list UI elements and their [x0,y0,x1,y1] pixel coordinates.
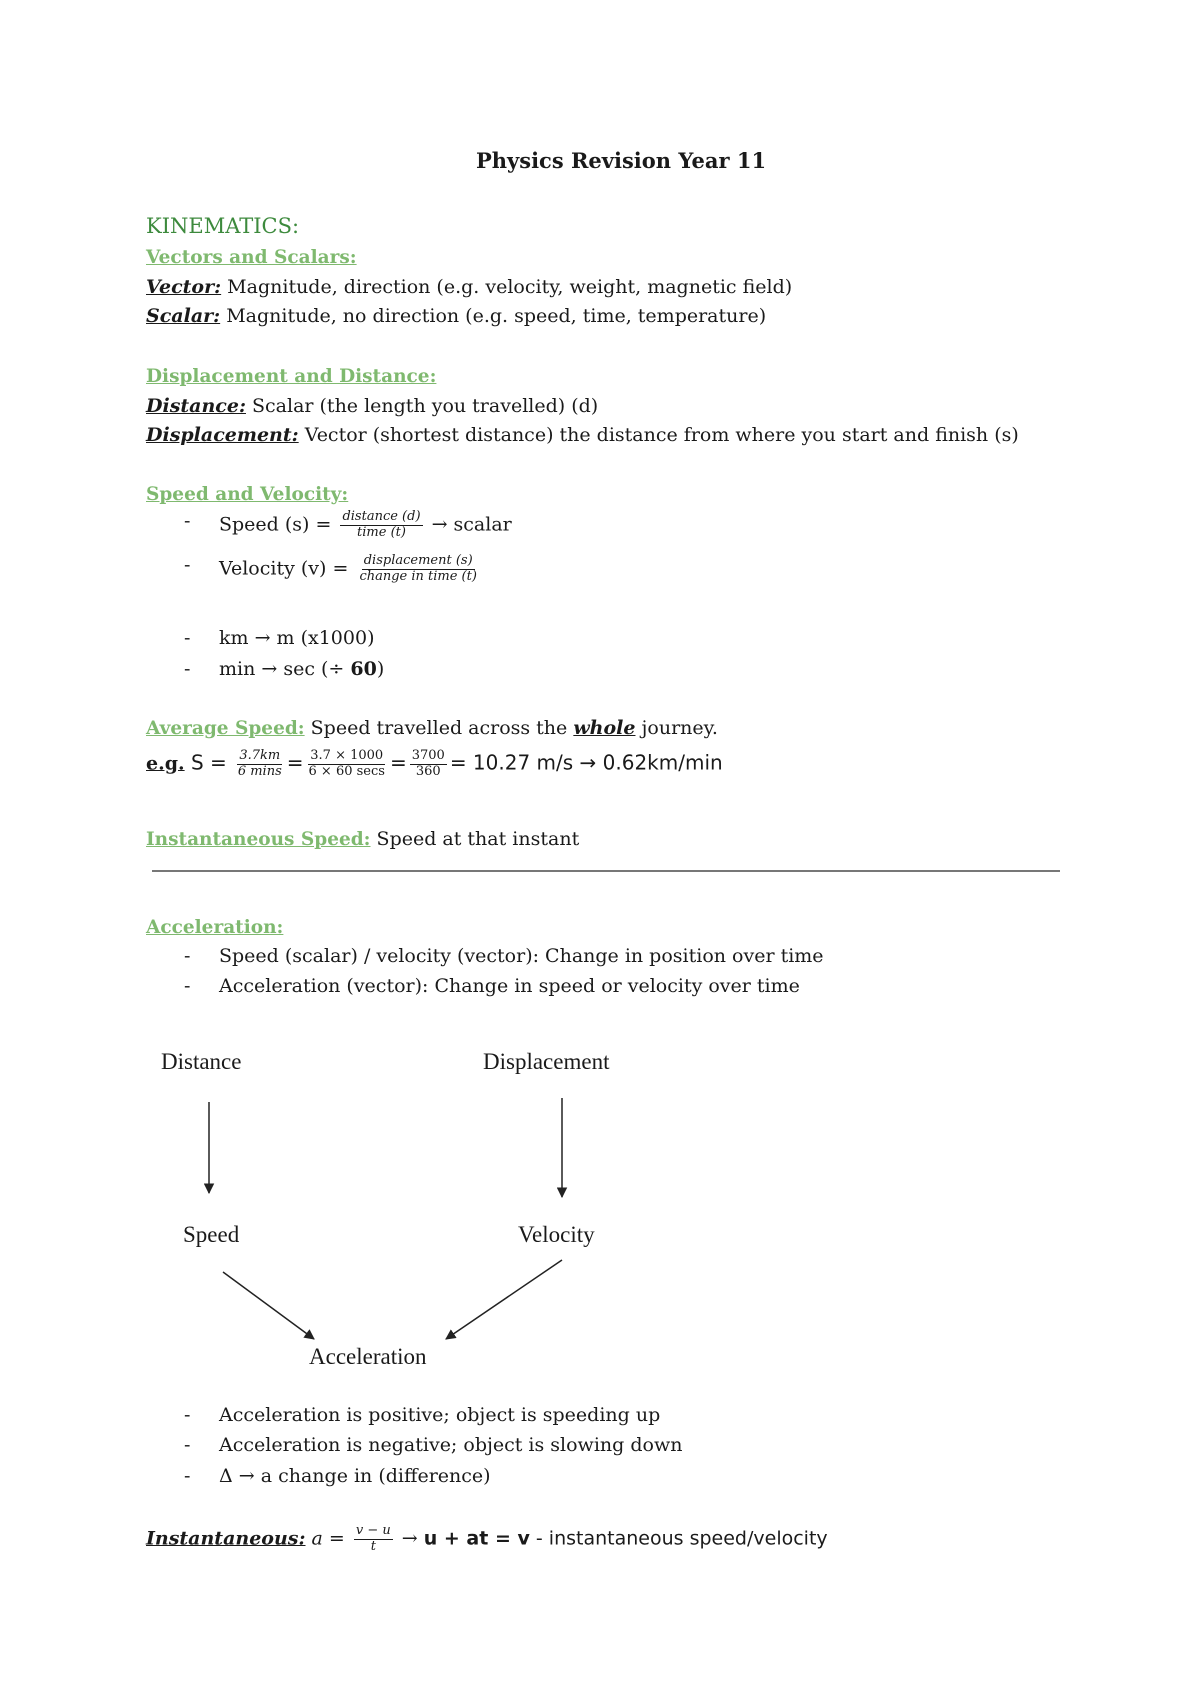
f3-numerator: 3700 [411,748,445,763]
velocity-numerator: displacement (s) [363,553,473,568]
instantaneous-speed-text: Speed at that instant [370,828,580,850]
s-equals: S = [184,750,227,775]
diagram-node-displacement: Displacement [483,1049,610,1074]
accel-arrow: → [395,1527,424,1550]
diagram-node-velocity: Velocity [518,1222,595,1247]
accel-note: - Acceleration is negative; object is slowing down [219,1434,682,1456]
section-heading-kinematics: KINEMATICS: [146,214,300,238]
accel-numerator: v − u [355,1523,391,1538]
conversion-km-m: - km → m (x1000) [219,627,374,649]
instantaneous-term: Instantaneous: [146,1527,306,1550]
f2-numerator: 3.7 × 1000 [310,748,384,763]
arrow-speed-acceleration [223,1272,314,1339]
accel-suffix: - instantaneous speed/velocity [529,1527,828,1550]
diagram-node-acceleration: Acceleration [309,1344,427,1369]
average-speed-example: e.g. S = $\frac{3.7km}{6 \min s}$ = $\frac{3.7 \times 1000}{6 \times 60 \sec s}$ = $\frac{3700}{360}$ = 10.27 m/s → 0.62km/min [146,748,723,779]
velocity-denominator: change in time (t) [359,568,477,584]
average-text-a: Speed travelled across the [304,717,574,739]
acceleration-bullet: - Speed (scalar) / velocity (vector): Change in position over time [219,945,824,967]
f3-denominator: 360 [415,763,441,779]
eg-label: e.g. [146,752,185,775]
example-result: = 10.27 m/s → 0.62km/min [449,750,723,775]
page-title: Physics Revision Year 11 [476,148,767,173]
accel-fraction [354,1524,393,1555]
heading-average-speed: Average Speed: [146,718,305,739]
speed-label: Speed (s) = [219,513,332,536]
velocity-label: Velocity (v) = [219,557,349,580]
conv2-c: ) [376,658,385,680]
heading-speed-velocity: Speed and Velocity: [146,484,349,505]
distance-term: Distance: [146,395,246,417]
heading-vectors-scalars: Vectors and Scalars: [146,247,357,268]
arrow-velocity-acceleration [446,1260,562,1339]
diagram-node-speed: Speed [183,1222,240,1247]
f1-numerator: 3.7km [239,748,281,763]
accel-note: - Δ → a change in (difference) [219,1465,491,1487]
instantaneous-formula [146,1524,828,1555]
average-text-b: journey. [635,717,718,739]
vector-term: Vector: [146,276,222,298]
speed-suffix: → scalar [431,513,512,536]
f2-denominator: 6 × 60 secs [308,763,385,779]
speed-numerator: distance (d) [342,509,421,524]
heading-acceleration: Acceleration: [146,917,284,938]
speed-denominator: time (t) [357,524,406,540]
conv2-a: min → sec (÷ [219,658,351,680]
accel-denominator: t [370,1538,376,1554]
scalar-text: Magnitude, no direction (e.g. speed, time, temperature) [220,305,767,327]
scalar-term: Scalar: [146,305,221,327]
diagram-node-distance: Distance [161,1049,242,1074]
distance-text: Scalar (the length you travelled) (d) [245,395,599,417]
f1-denominator: 6 mins [237,763,282,779]
heading-instantaneous-speed: Instantaneous Speed: [146,829,371,850]
accel-formula: u + at = v [423,1527,530,1550]
conv2-b: 60 [350,658,377,680]
displacement-term: Displacement: [146,424,299,446]
accel-note: - Acceleration is positive; object is speeding up [219,1404,660,1426]
a-equals: a = [305,1527,345,1550]
acceleration-bullet: - Acceleration (vector): Change in speed or velocity over time [219,975,800,997]
average-whole: whole [573,717,636,739]
displacement-text: Vector (shortest distance) the distance from where you start and finish (s) [298,424,1019,446]
heading-displacement-distance: Displacement and Distance: [146,366,437,387]
vector-text: Magnitude, direction (e.g. velocity, weight, magnetic field) [221,276,793,298]
